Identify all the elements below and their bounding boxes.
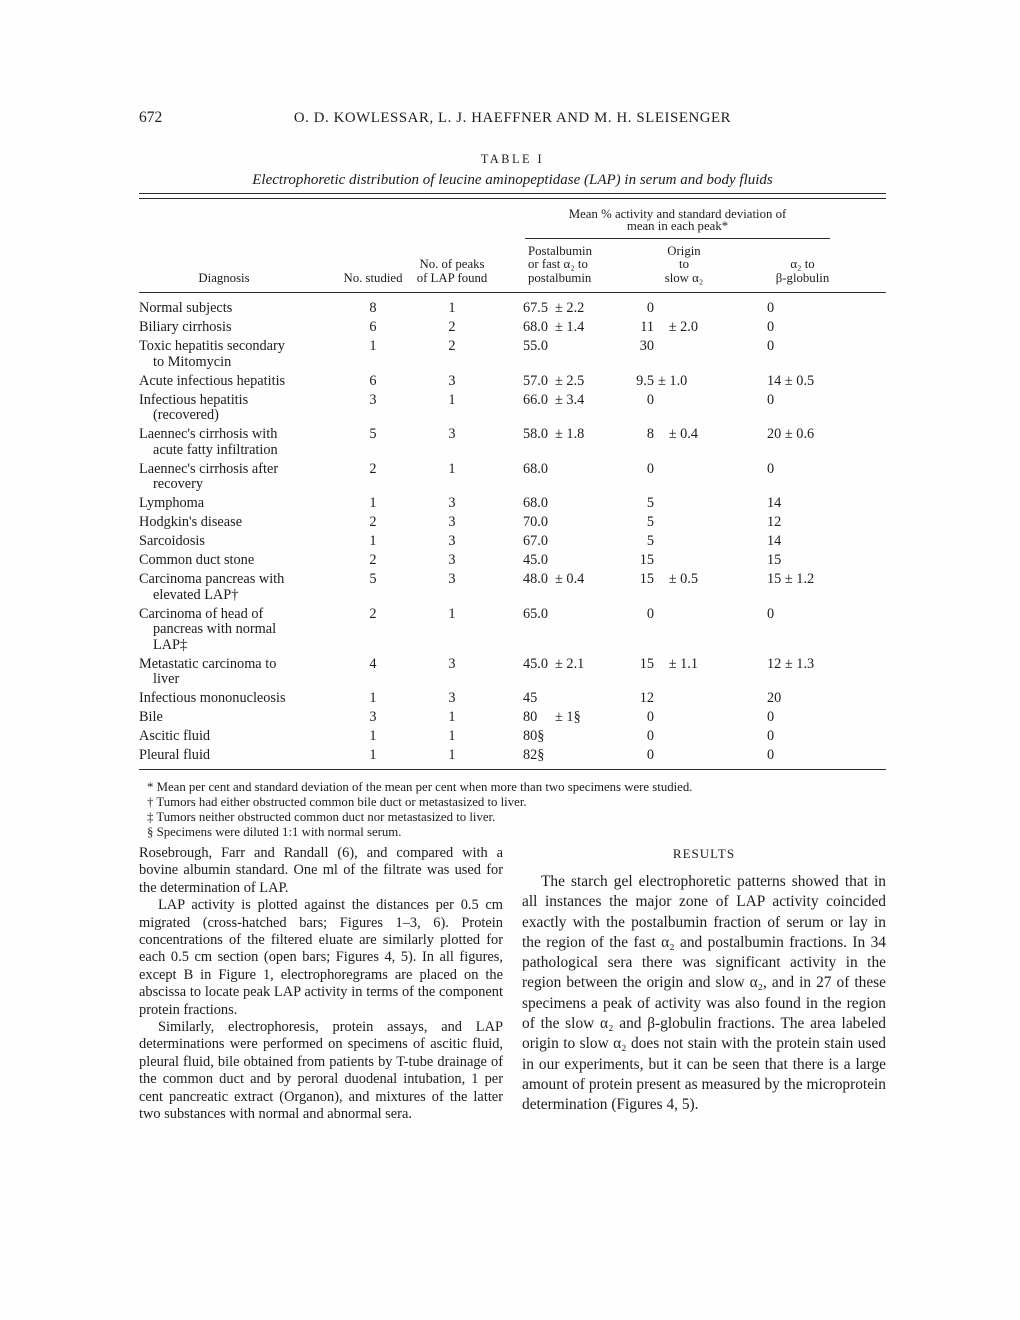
cell-beta-globulin: 15 [767,552,782,568]
cell-no-studied: 4 [369,655,377,672]
cell-beta-globulin: 0 [767,300,775,316]
cell-diagnosis: Lymphoma [139,495,205,511]
cell-postalbumin: 48.0 ± 0.4 [523,571,585,587]
paragraph: The starch gel electrophoretic patterns showed that in all instances the major zone of LAP activity coincided exactly with the postalbumin fraction of serum or lay in the region of the fast α₂ and postalbumin fractions. In 34 pathological sera there was significant activity in the region between the origin and slow α₂, and in 27 of these specimens a peak of activity was also found in the region of the slow α₂ and β-globulin fractions. The area labeled origin to slow α₂ does not stain with the protein stain used in our experiments, but it can be seen that there is a large amount of protein present as measured by the microprotein determination (Figures 4, 5). [522,873,886,1114]
cell-origin: 5 [646,533,654,549]
cell-diagnosis: Bile [139,709,163,725]
cell-no-of-peaks: 1 [448,747,456,763]
cell-origin: 12 [639,690,654,706]
cell-postalbumin: 82§ [523,747,545,763]
cell-beta-globulin: 20 [767,690,782,706]
cell-no-of-peaks: 2 [448,319,456,335]
cell-no-of-peaks: 1 [448,605,456,622]
cell-no-of-peaks: 3 [448,372,456,389]
cell-postalbumin: 65.0 [523,605,549,622]
cell-no-of-peaks: 3 [448,514,456,530]
table-label: TABLE I [480,152,545,166]
cell-diagnosis: Infectious mononucleosis [139,690,286,706]
table-row [139,552,886,571]
cell-origin: 8 ± 0.4 [646,426,699,442]
table-row [139,460,886,495]
table-row [139,690,886,709]
cell-origin: 0 [646,460,654,477]
data-table [139,199,886,766]
table-title: Electrophoretic distribution of leucine aminopeptidase (LAP) in serum and body fluids [252,172,773,188]
cell-diagnosis: Biliary cirrhosis [139,319,232,335]
cell-diagnosis: Laennec's cirrhosis after recovery [139,460,279,492]
table-row [139,319,886,338]
cell-origin: 5 [646,514,654,530]
cell-beta-globulin: 0 [767,709,775,725]
cell-postalbumin: 68.0 [523,460,549,477]
cell-postalbumin: 68.0 ± 1.4 [523,319,585,335]
cell-no-of-peaks: 2 [448,338,456,354]
table-row [139,728,886,747]
cell-beta-globulin: 0 [767,747,775,763]
cell-diagnosis: Carcinoma of head of pancreas with normal LAP‡ [139,605,277,653]
table-row [139,426,886,461]
cell-beta-globulin: 20 ± 0.6 [767,426,815,442]
cell-no-studied: 1 [369,495,377,511]
cell-no-studied: 2 [369,514,377,530]
cell-beta-globulin: 14 ± 0.5 [767,372,815,389]
cell-origin: 11 ± 2.0 [640,319,699,335]
table-row [139,747,886,766]
cell-origin: 0 [646,709,654,725]
running-head [139,110,886,127]
column-group-header: Mean % activity and standard deviation of mean in each peak* [525,199,830,239]
cell-no-of-peaks: 3 [448,426,456,442]
cell-beta-globulin: 14 [767,495,782,511]
cell-no-studied: 2 [369,460,377,477]
paragraph: Rosebrough, Farr and Randall (6), and compared with a bovine albumin standard. One ml of the filtrate was used for the determination of LAP. [139,845,503,896]
cell-beta-globulin: 0 [767,460,775,477]
cell-diagnosis: Ascitic fluid [139,728,211,744]
table-row [139,655,886,690]
cell-no-studied: 1 [369,690,377,706]
cell-no-of-peaks: 1 [448,709,456,725]
table-row [139,391,886,426]
cell-postalbumin: 58.0 ± 1.8 [523,426,585,442]
table-row [139,495,886,514]
cell-no-studied: 8 [369,300,377,316]
table-1 [139,193,886,841]
cell-postalbumin: 66.0 ± 3.4 [523,391,585,408]
running-head-authors: O. D. KOWLESSAR, L. J. HAEFFNER AND M. H. SLEISENGER [293,110,732,126]
col-header-no-of-peaks: No. of peaks of LAP found [411,239,493,293]
paragraph: LAP activity is plotted against the distances per 0.5 cm migrated (cross-hatched bars; Figures 1–3, 6). Protein concentrations of the filtered eluate are similarly plotted for each 0.5 cm section (open bars; Figures 4, 5). In all figures, except B in Figure 1, electrophoregrams are placed on the abscissa to locate peak LAP activity in terms of the component protein fractions. [139,897,503,1018]
cell-no-of-peaks: 1 [448,460,456,477]
table-footnote: ‡ Tumors neither obstructed common duct nor metastasized to liver. [147,810,496,825]
results-heading: RESULTS [672,846,736,861]
cell-no-studied: 2 [369,605,377,622]
table-row [139,293,886,319]
cell-no-studied: 1 [369,728,377,744]
cell-postalbumin: 45.0 [523,552,549,568]
cell-beta-globulin: 14 [767,533,782,549]
cell-no-of-peaks: 3 [448,495,456,511]
cell-postalbumin: 80§ [523,728,545,744]
cell-postalbumin: 67.5 ± 2.2 [523,300,585,316]
cell-diagnosis: Pleural fluid [139,747,211,763]
cell-no-of-peaks: 1 [448,391,456,408]
body-text [139,845,886,1124]
cell-postalbumin: 70.0 [523,514,549,530]
col-header-diagnosis: Diagnosis [139,239,335,293]
cell-origin: 0 [646,747,654,763]
col-header-postalbumin: Postalbumin or fast α₂ to postalbumin [493,239,611,293]
cell-origin: 5 [646,495,654,511]
cell-no-of-peaks: 3 [448,552,456,568]
cell-no-of-peaks: 1 [448,300,456,316]
cell-no-of-peaks: 3 [448,533,456,549]
cell-postalbumin: 45 [523,690,538,706]
cell-postalbumin: 68.0 [523,495,549,511]
cell-origin: 15 [639,552,654,568]
cell-no-studied: 5 [369,571,377,587]
cell-beta-globulin: 0 [767,728,775,744]
cell-origin: 0 [646,728,654,744]
cell-origin: 15 ± 1.1 [639,655,699,672]
cell-origin: 30 [639,338,654,354]
table-bottom-rule [139,769,886,770]
cell-diagnosis: Normal subjects [139,300,233,316]
table-row [139,372,886,391]
cell-diagnosis: Metastatic carcinoma to liver [139,655,277,687]
cell-no-studied: 3 [369,391,377,408]
cell-no-of-peaks: 3 [448,655,456,672]
results-paragraphs [522,872,886,1116]
table-footnote: * Mean per cent and standard deviation of the mean per cent when more than two specimens were studied. [147,779,693,794]
table-footnote: § Specimens were diluted 1:1 with normal serum. [147,825,402,840]
cell-no-of-peaks: 3 [448,571,456,587]
cell-beta-globulin: 0 [767,319,775,335]
cell-diagnosis: Toxic hepatitis secondary to Mitomycin [139,338,285,370]
cell-postalbumin: 55.0 [523,338,549,354]
cell-beta-globulin: 0 [767,338,775,354]
table-row [139,571,886,606]
cell-origin: 9.5 ± 1.0 [636,372,688,389]
cell-origin: 0 [646,605,654,622]
cell-beta-globulin: 0 [767,605,775,622]
cell-diagnosis: Laennec's cirrhosis with acute fatty infiltration [139,426,278,458]
cell-postalbumin: 45.0 ± 2.1 [523,655,585,672]
cell-no-studied: 1 [369,747,377,763]
cell-diagnosis: Carcinoma pancreas with elevated LAP† [139,571,285,603]
col-header-no-studied: No. studied [335,239,411,293]
body-column-left [139,845,503,1124]
cell-no-of-peaks: 1 [448,728,456,744]
cell-origin: 0 [646,391,654,408]
cell-no-studied: 2 [369,552,377,568]
table-row [139,338,886,373]
cell-no-studied: 1 [369,338,377,354]
cell-no-studied: 1 [369,533,377,549]
cell-postalbumin: 67.0 [523,533,549,549]
cell-origin: 15 ± 0.5 [639,571,699,587]
table-row [139,514,886,533]
table-row [139,709,886,728]
paragraph: Similarly, electrophoresis, protein assays, and LAP determinations were performed on specimens of ascitic fluid, pleural fluid, bile obtained from patients by T-tube drainage of the common duct and by peroral duodenal intubation, 1 per cent pancreatic extract (Organon), and mixtures of the latter two substances with normal and abnormal sera. [139,1019,503,1123]
body-column-right [522,845,886,1124]
cell-diagnosis: Hodgkin's disease [139,514,243,530]
cell-diagnosis: Sarcoidosis [139,533,205,549]
cell-postalbumin: 80 ± 1§ [523,709,581,725]
table-footnotes [147,780,886,841]
cell-beta-globulin: 12 ± 1.3 [767,655,815,672]
cell-diagnosis: Acute infectious hepatitis [139,372,286,389]
cell-no-studied: 6 [369,319,377,335]
table-footnote: † Tumors had either obstructed common bile duct or metastasized to liver. [147,794,527,809]
cell-beta-globulin: 0 [767,391,775,408]
cell-no-studied: 3 [369,709,377,725]
table-row [139,605,886,655]
cell-diagnosis: Common duct stone [139,552,255,568]
cell-postalbumin: 57.0 ± 2.5 [523,372,585,389]
cell-no-studied: 5 [369,426,377,442]
col-header-beta-globulin: α₂ to β-globulin [707,239,886,293]
cell-beta-globulin: 15 ± 1.2 [767,571,815,587]
cell-no-studied: 6 [369,372,377,389]
cell-origin: 0 [646,300,654,316]
cell-beta-globulin: 12 [767,514,782,530]
col-header-origin: Origin to slow α₂ [611,239,707,293]
cell-no-of-peaks: 3 [448,690,456,706]
cell-diagnosis: Infectious hepatitis (recovered) [139,391,249,423]
page-number: 672 [139,109,163,126]
table-row [139,533,886,552]
